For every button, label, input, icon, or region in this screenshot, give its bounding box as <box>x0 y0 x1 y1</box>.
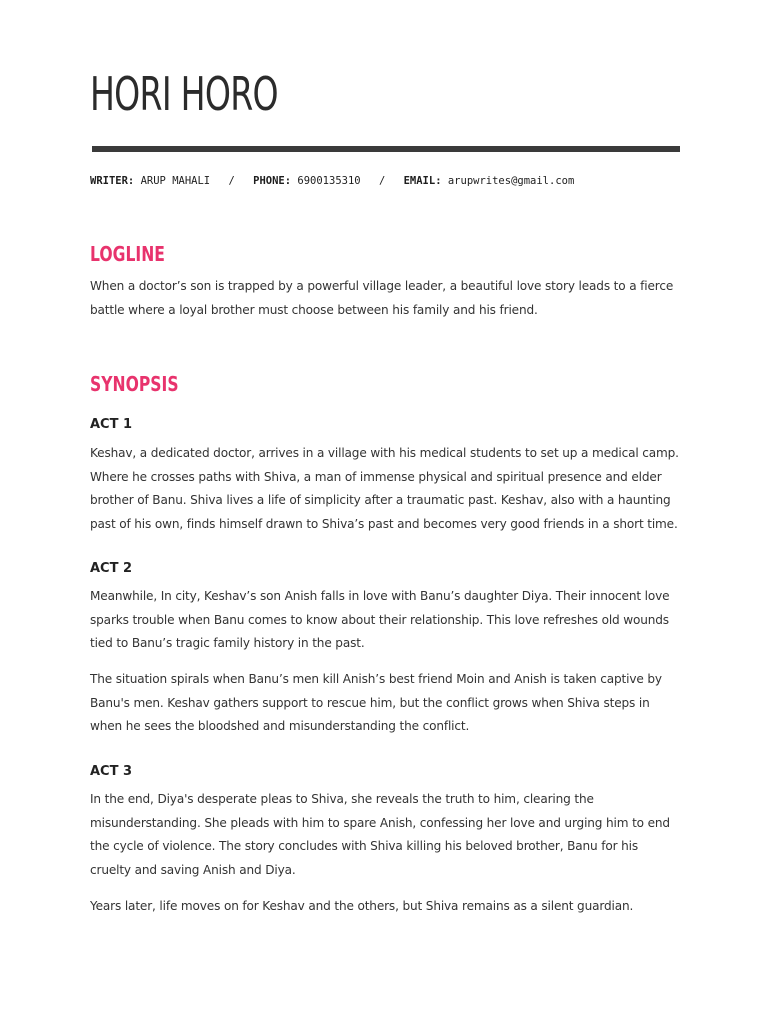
contact-line <box>90 175 574 187</box>
writer-name: ARUP MAHALI <box>140 175 211 187</box>
logline-text: When a doctor’s son is trapped by a powerful village leader, a beautiful love story leads to a fierce battle where a loyal brother must choose between his family and his friend. <box>90 279 674 317</box>
separator: / <box>228 175 235 187</box>
title-divider <box>92 146 680 152</box>
email-address[interactable]: arupwrites@gmail.com <box>447 175 575 187</box>
act-2-title: ACT 2 <box>90 561 133 576</box>
act-3-title: ACT 3 <box>90 764 133 779</box>
phone-label: PHONE: <box>253 175 292 187</box>
act-3-paragraph-1: In the end, Diya's desperate pleas to Shiva, she reveals the truth to him, clearing the misunderstanding. She pleads with him to spare Anish, confessing her love and urging him to end the cycle of violence. The story concludes with Shiva killing his beloved brother, Banu for his cruelty and saving Anish and Diya. <box>90 792 670 877</box>
writer-label: WRITER: <box>90 175 135 187</box>
act-3-paragraph-2: Years later, life moves on for Keshav and the others, but Shiva remains as a silent guardian. <box>90 899 634 913</box>
separator: / <box>378 175 386 187</box>
synopsis-heading: SYNOPSIS <box>90 372 179 396</box>
document-title: HORI HORO <box>90 67 278 121</box>
phone-number: 6900135310 <box>297 175 361 187</box>
logline-heading: LOGLINE <box>90 242 165 266</box>
act-1-paragraph: Keshav, a dedicated doctor, arrives in a village with his medical students to set up a medical camp. Where he crosses paths with Shiva, a man of immense physical and spiritual presence and elder brother of Banu. Shiva lives a life of simplicity after a traumatic past. Keshav, also with a haunting past of his own, finds himself drawn to Shiva’s past and becomes very good friends in a short time. <box>90 446 679 531</box>
act-1-title: ACT 1 <box>90 417 133 432</box>
act-2-paragraph-1: Meanwhile, In city, Keshav’s son Anish falls in love with Banu’s daughter Diya. Their innocent love sparks trouble when Banu comes to know about their relationship. This love refreshes old wounds tied to Banu’s tragic family history in the past. <box>90 589 670 650</box>
email-label: EMAIL: <box>403 175 442 187</box>
act-2-paragraph-2: The situation spirals when Banu’s men kill Anish’s best friend Moin and Anish is taken captive by Banu's men. Keshav gathers support to rescue him, but the conflict grows when Shiva steps in when he sees the bloodshed and misunderstanding the conflict. <box>90 672 662 733</box>
